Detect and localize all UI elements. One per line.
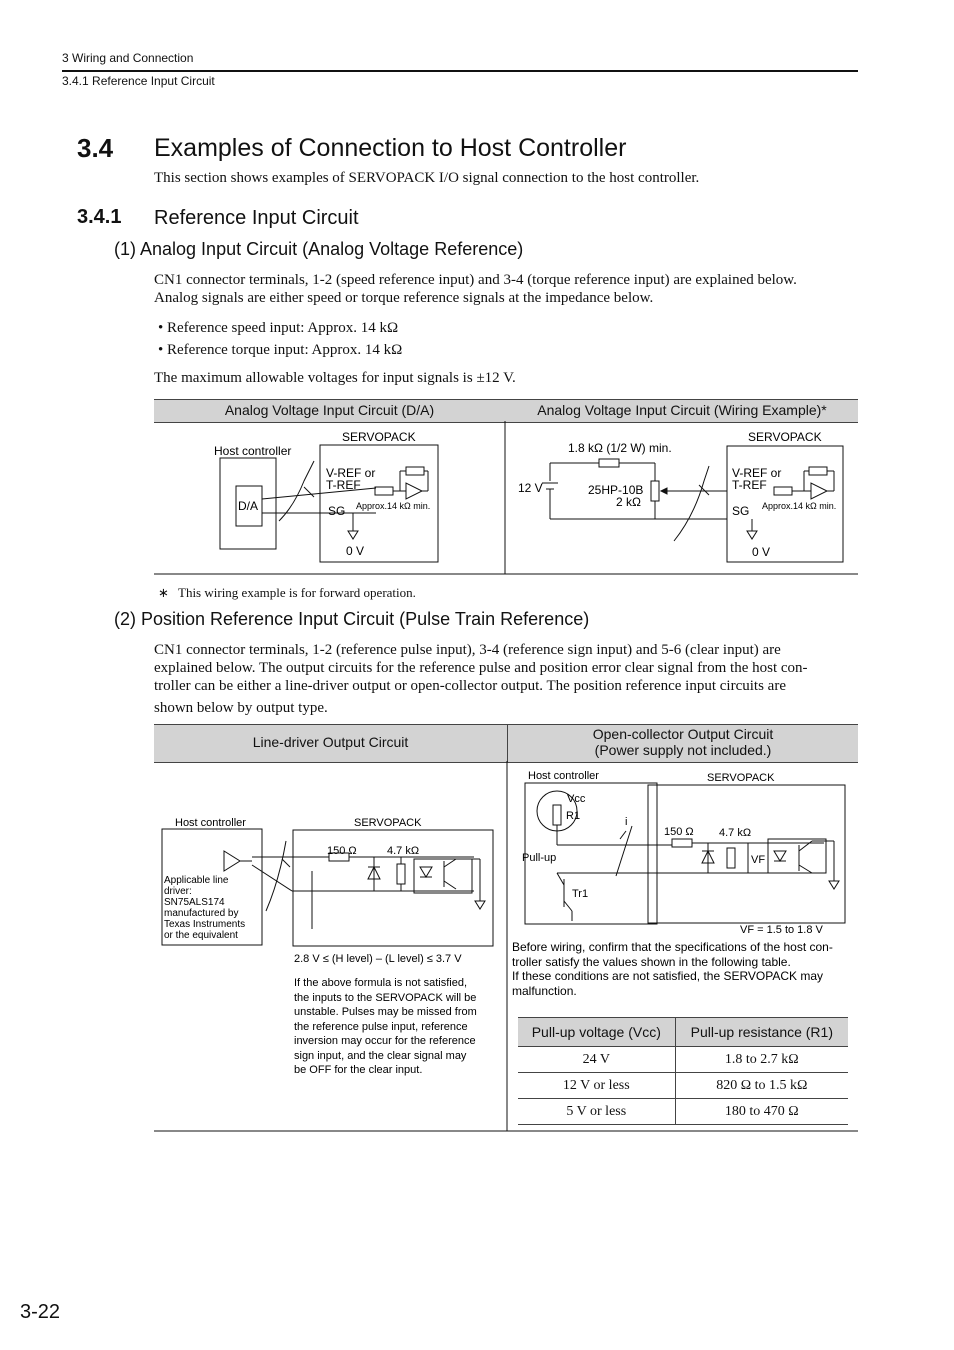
analog-wiring-resistor-label: 1.8 kΩ (1/2 W) min. — [568, 441, 672, 455]
line-driver-applicable-6: or the equivalent — [164, 930, 238, 941]
part2-para1: CN1 connector terminals, 1-2 (reference pulse input), 3-4 (reference sign input) and 5-6 (clear input) are — [154, 642, 781, 658]
part1-bullet-speed: • Reference speed input: Approx. 14 kΩ — [158, 320, 399, 336]
header-rule — [62, 70, 858, 72]
part2-heading: (2) Position Reference Input Circuit (Pulse Train Reference) — [114, 609, 590, 629]
line-driver-warning-7: be OFF for the clear input. — [294, 1064, 423, 1076]
line-driver-applicable-2: driver: — [164, 886, 192, 897]
line-driver-host-label: Host controller — [175, 817, 246, 829]
running-header-chapter: 3 Wiring and Connection — [62, 51, 194, 65]
pullup-header-voltage: Pull-up voltage (Vcc) — [518, 1018, 675, 1047]
open-collector-pullup-label: Pull-up — [522, 852, 557, 864]
pulse-table-col1: Line-driver Output Circuit — [252, 734, 409, 750]
pullup-voltage-cell: 5 V or less — [518, 1099, 675, 1125]
open-collector-vf-label: VF — [751, 854, 766, 866]
table-row — [518, 1073, 848, 1099]
analog-wiring-sg-label: SG — [732, 504, 750, 518]
line-driver-warning-6: sign input, and the clear signal may — [294, 1050, 467, 1062]
table-row — [518, 1099, 848, 1125]
part2-para4: shown below by output type. — [154, 700, 328, 716]
pulse-table-col2a: Open-collector Output Circuit — [592, 726, 774, 742]
line-driver-warning-1: If the above formula is not satisfied, — [294, 977, 468, 989]
part1-max-voltage: The maximum allowable voltages for input signals is ±12 V. — [154, 370, 516, 386]
analog-table-col1: Analog Voltage Input Circuit (D/A) — [224, 402, 435, 418]
line-driver-warning-2: the inputs to the SERVOPACK will be — [294, 992, 477, 1004]
line-driver-applicable-1: Applicable line — [164, 875, 229, 886]
line-driver-warning-4: the reference pulse input, reference — [294, 1021, 468, 1033]
pullup-header-resistance: Pull-up resistance (R1) — [675, 1018, 848, 1047]
pulse-table-header — [154, 724, 858, 763]
open-collector-47k-label: 4.7 kΩ — [719, 827, 752, 839]
subsection-title: Reference Input Circuit — [154, 207, 359, 229]
analog-da-host-label: Host controller — [214, 444, 292, 458]
line-driver-servopack-label: SERVOPACK — [354, 817, 422, 829]
open-collector-note-3: If these conditions are not satisfied, the SERVOPACK may — [512, 969, 824, 983]
pulse-table-col2b: (Power supply not included.) — [594, 742, 772, 758]
open-collector-current-label: i — [625, 816, 628, 828]
analog-diagrams — [154, 421, 858, 575]
page-number: 3-22 — [20, 1301, 61, 1323]
open-collector-r1-label: R1 — [566, 810, 581, 822]
part1-bullet-torque: • Reference torque input: Approx. 14 kΩ — [158, 342, 403, 358]
line-driver-47k-label: 4.7 kΩ — [387, 845, 420, 857]
subsection-number: 3.4.1 — [77, 206, 122, 228]
part1-heading: (1) Analog Input Circuit (Analog Voltage Reference) — [114, 239, 524, 259]
open-collector-note-1: Before wiring, confirm that the specifications of the host con- — [512, 940, 833, 954]
pullup-resistance-cell: 180 to 470 Ω — [675, 1099, 848, 1125]
open-collector-host-label: Host controller — [528, 770, 599, 782]
line-driver-applicable-4: manufactured by — [164, 908, 239, 919]
line-driver-150-label: 150 Ω — [327, 845, 357, 857]
analog-wiring-12v-label: 12 V — [518, 481, 543, 495]
line-driver-applicable-3: SN75ALS174 — [164, 897, 225, 908]
section-intro: This section shows examples of SERVOPACK I/O signal connection to the host controller. — [154, 170, 700, 186]
part1-para2: Analog signals are either speed or torque reference signals at the impedance below. — [154, 290, 654, 306]
section-number: 3.4 — [77, 133, 114, 163]
pullup-resistance-cell: 820 Ω to 1.5 kΩ — [675, 1073, 848, 1099]
running-header-section: 3.4.1 Reference Input Circuit — [62, 74, 215, 88]
open-collector-note-2: troller satisfy the values shown in the following table. — [512, 955, 791, 969]
analog-table-col2: Analog Voltage Input Circuit (Wiring Example)* — [537, 402, 827, 418]
part2-para2: explained below. The output circuits for the reference pulse and position error clear signal from the host con- — [154, 660, 808, 676]
analog-wiring-vref-label: V-REF or — [732, 466, 782, 480]
analog-wiring-approx-label: Approx.14 kΩ min. — [762, 501, 837, 511]
analog-wiring-tref-label: T-REF — [732, 478, 767, 492]
open-collector-servopack-label: SERVOPACK — [707, 772, 775, 784]
analog-wiring-servopack-label: SERVOPACK — [748, 430, 822, 444]
analog-wiring-pot-value: 2 kΩ — [616, 495, 641, 509]
part1-para1: CN1 connector terminals, 1-2 (speed reference input) and 3-4 (torque reference input) are explained below. — [154, 272, 797, 288]
analog-da-tref-label: T-REF — [326, 478, 361, 492]
analog-da-approx-label: Approx.14 kΩ min. — [356, 501, 431, 511]
open-collector-tr1-label: Tr1 — [572, 888, 589, 900]
analog-da-sg-label: SG — [328, 504, 346, 518]
section-title: Examples of Connection to Host Controller — [154, 134, 627, 162]
line-driver-warning-5: inversion may occur for the reference — [294, 1035, 476, 1047]
analog-wiring-zero-label: 0 V — [752, 545, 771, 559]
open-collector-vcc-label: Vcc — [567, 793, 586, 805]
footnote-mark: ∗ — [158, 585, 169, 600]
line-driver-warning-3: unstable. Pulses may be missed from — [294, 1006, 477, 1018]
analog-da-zero-label: 0 V — [346, 544, 365, 558]
open-collector-150-label: 150 Ω — [664, 826, 694, 838]
part2-para3: troller can be either a line-driver output or open-collector output. The position reference input circuits are — [154, 678, 786, 694]
pullup-voltage-cell: 24 V — [518, 1047, 675, 1073]
analog-da-vref-label: V-REF or — [326, 466, 376, 480]
open-collector-note-4: malfunction. — [512, 984, 577, 998]
analog-table-header — [154, 399, 858, 423]
analog-da-da-label: D/A — [238, 499, 259, 513]
open-collector-vf-range: VF = 1.5 to 1.8 V — [740, 924, 823, 936]
footnote-text: This wiring example is for forward operation. — [178, 585, 416, 600]
table-row — [518, 1047, 848, 1073]
analog-wiring-pot-label: 25HP-10B — [588, 483, 644, 497]
pullup-spec-table — [518, 1017, 848, 1125]
pullup-resistance-cell: 1.8 to 2.7 kΩ — [675, 1047, 848, 1073]
pullup-voltage-cell: 12 V or less — [518, 1073, 675, 1099]
line-driver-applicable-5: Texas Instruments — [164, 919, 246, 930]
line-driver-formula: 2.8 V ≤ (H level) – (L level) ≤ 3.7 V — [294, 953, 462, 965]
analog-da-servopack-label: SERVOPACK — [342, 430, 416, 444]
